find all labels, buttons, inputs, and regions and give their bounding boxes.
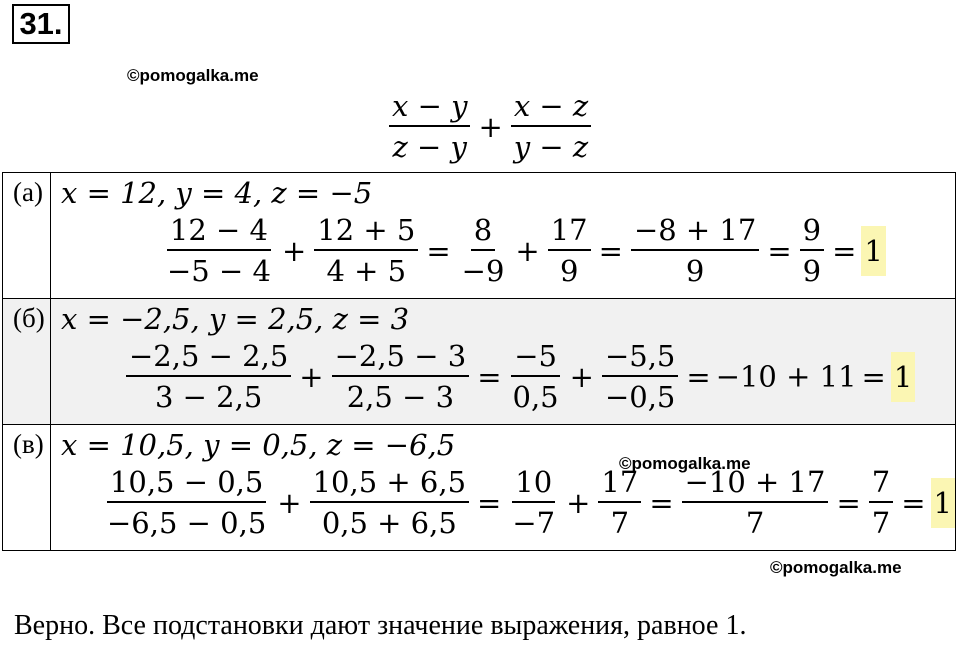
computation: $\frac{12 - 4}{-5 - 4}$ + $\frac{12 + 5}{4 + 5}$ = $\frac{8}{-9}$ + $\frac{17}{9}$ = $\frac{-8 + 17}{9}$ = $\frac{9}{9}$ = 1 [51,208,955,286]
row-content [51,299,956,425]
fraction: $\frac{x - z}{y - z}$ [511,92,591,162]
row-label: (в) [3,425,51,551]
table-row-b [3,299,956,425]
row-content [51,425,956,551]
watermark: ©pomogalka.me [770,558,902,577]
given-values: x = −2,5, y = 2,5, z = 3 [61,302,410,336]
computation: $\frac{10,5 - 0,5}{-6,5 - 0,5}$ + $\frac{10,5 + 6,5}{0,5 + 6,5}$ = $\frac{10}{-7}$ + $\frac{17}{7}$ = $\frac{-10 + 17}{7}$ = $\frac{7}{7}$ = 1 [51,460,955,538]
table-row-a [3,173,956,299]
fraction: $\frac{x - y}{z - y}$ [389,92,470,162]
solution-table [2,172,956,551]
table-row-c [3,425,956,551]
row-content [51,173,956,299]
given-values: x = 10,5, y = 0,5, z = −6,5 [61,428,456,462]
problem-number: 31. [12,4,70,44]
row-label: (а) [3,173,51,299]
result-highlight: 1 [861,226,885,276]
given-values: x = 12, y = 4, z = −5 [61,176,373,210]
plus-sign: + [478,109,503,144]
main-expression [386,89,594,164]
result-highlight: 1 [931,478,955,528]
conclusion-text: Верно. Все подстановки дают значение выражения, равное 1. [14,610,747,641]
result-highlight: 1 [891,352,915,402]
watermark: ©pomogalka.me [619,454,751,473]
row-label: (б) [3,299,51,425]
watermark: ©pomogalka.me [127,66,259,85]
computation: $\frac{-2,5 - 2,5}{3 - 2,5}$ + $\frac{-2,5 - 3}{2,5 - 3}$ = $\frac{-5}{0,5}$ + $\frac{-5,5}{-0,5}$ = −10 + 11 = 1 [51,334,955,412]
